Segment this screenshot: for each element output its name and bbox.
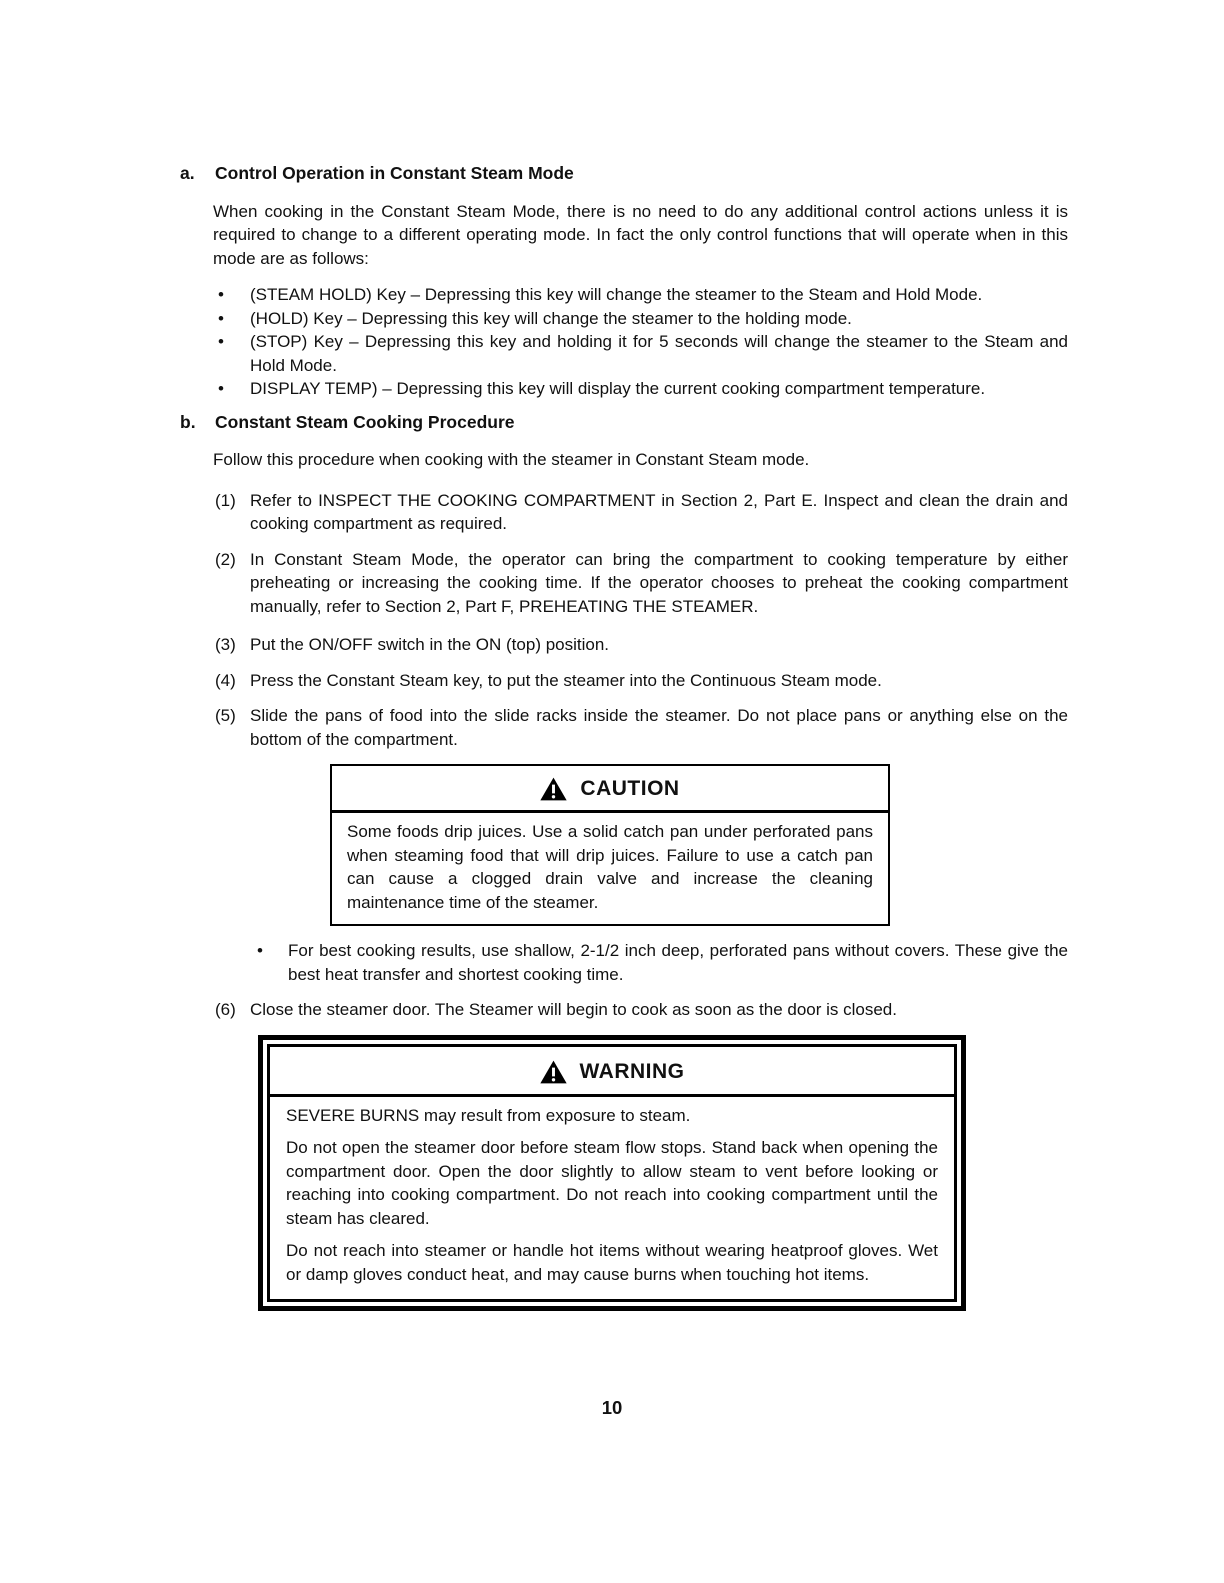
caution-title: CAUTION [580, 777, 680, 801]
bullet-text: (STOP) Key – Depressing this key and holding it for 5 seconds will change the steamer to the Steam and Hold Mode. [250, 332, 1068, 375]
list-item [218, 307, 1068, 331]
warning-paragraph: SEVERE BURNS may result from exposure to steam. [286, 1105, 691, 1125]
list-item [257, 939, 1068, 986]
section-b-heading-row [180, 411, 1068, 435]
warning-title: WARNING [579, 1059, 685, 1083]
list-item [218, 330, 1068, 377]
section-a-intro-paragraph: When cooking in the Constant Steam Mode, there is no need to do any additional control actions unless it is required to change to a different operating mode. In fact the only control functions that will operate when in this mode are as follows: [213, 201, 1068, 268]
warning-box-inner [267, 1044, 957, 1303]
bullet-icon: • [218, 308, 224, 328]
section-b-label: b. [180, 411, 196, 432]
bullet-text: DISPLAY TEMP) – Depressing this key will display the current cooking compartment temperature. [250, 379, 986, 398]
step-text: Slide the pans of food into the slide racks inside the steamer. Do not place pans or anything else on the bottom of the compartment. [250, 706, 1068, 749]
step-text: Refer to INSPECT THE COOKING COMPARTMENT in Section 2, Part E. Inspect and clean the drain and cooking compartment as required. [250, 490, 1068, 533]
warning-paragraph: Do not reach into steamer or handle hot items without wearing heatproof gloves. Wet or damp gloves conduct heat, and may cause burns when touching hot items. [286, 1241, 938, 1284]
bullet-text: For best cooking results, use shallow, 2-1/2 inch deep, perforated pans without covers. These give the best heat transfer and shortest cooking time. [288, 941, 1068, 984]
caution-box-header [332, 766, 888, 813]
bullet-icon: • [257, 941, 263, 960]
warning-box-header [270, 1047, 954, 1097]
procedure-step [215, 633, 1068, 657]
step-number: (3) [215, 635, 236, 654]
warning-paragraph: Do not open the steamer door before steam flow stops. Stand back when opening the compartment door. Open the door slightly to allow steam to vent before looking or reaching into cooking compartment. Do not reach into cooking compartment until the steam has cleared. [286, 1138, 938, 1228]
section-b-heading: Constant Steam Cooking Procedure [215, 411, 515, 432]
caution-body-text: Some foods drip juices. Use a solid catch pan under perforated pans when steaming food that will drip juices. Failure to use a catch pan can cause a clogged drain valve and increase the cleaning maintenance time of the steamer. [347, 822, 873, 912]
key-function-bullet-list [180, 283, 1068, 401]
step-text: Press the Constant Steam key, to put the steamer into the Continuous Steam mode. [250, 670, 882, 690]
warning-body [270, 1097, 954, 1300]
section-b-intro-paragraph: Follow this procedure when cooking with the steamer in Constant Steam mode. [213, 450, 810, 469]
procedure-step [215, 669, 1068, 693]
step-text: In Constant Steam Mode, the operator can bring the compartment to cooking temperature by either preheating or increasing the cooking time. If the operator chooses to preheat the cooking compartment manually, refer to Section 2, Part F, PREHEATING THE STEAMER. [250, 549, 1068, 616]
procedure-step [215, 704, 1068, 751]
section-a-label: a. [180, 163, 195, 183]
step-number: (5) [215, 706, 236, 725]
step-number: (2) [215, 549, 236, 569]
step-number: (6) [215, 1000, 236, 1019]
warning-box [258, 1035, 966, 1312]
page-content [180, 0, 1068, 1311]
step-number: (4) [215, 670, 236, 690]
warning-triangle-icon [540, 1060, 567, 1084]
caution-box [330, 764, 890, 926]
warning-triangle-icon [540, 777, 567, 801]
section-a [180, 162, 1068, 401]
step-number: (1) [215, 490, 236, 510]
section-a-heading: Control Operation in Constant Steam Mode [215, 163, 574, 183]
step-text: Put the ON/OFF switch in the ON (top) position. [250, 635, 610, 654]
bullet-text: (STEAM HOLD) Key – Depressing this key will change the steamer to the Steam and Hold Mode. [250, 285, 983, 304]
step-text: Close the steamer door. The Steamer will begin to cook as soon as the door is closed. [250, 1000, 897, 1019]
bullet-icon: • [218, 379, 224, 398]
list-item [218, 283, 1068, 307]
bullet-icon: • [218, 285, 224, 304]
bullet-text: (HOLD) Key – Depressing this key will change the steamer to the holding mode. [250, 308, 852, 328]
procedure-step [215, 489, 1068, 536]
procedure-step [215, 548, 1068, 619]
page-number: 10 [601, 1397, 623, 1418]
procedure-step [215, 998, 1068, 1022]
bullet-icon: • [218, 332, 224, 351]
list-item [218, 377, 1068, 401]
section-a-heading-row [180, 162, 1068, 186]
section-b [180, 411, 1068, 1312]
